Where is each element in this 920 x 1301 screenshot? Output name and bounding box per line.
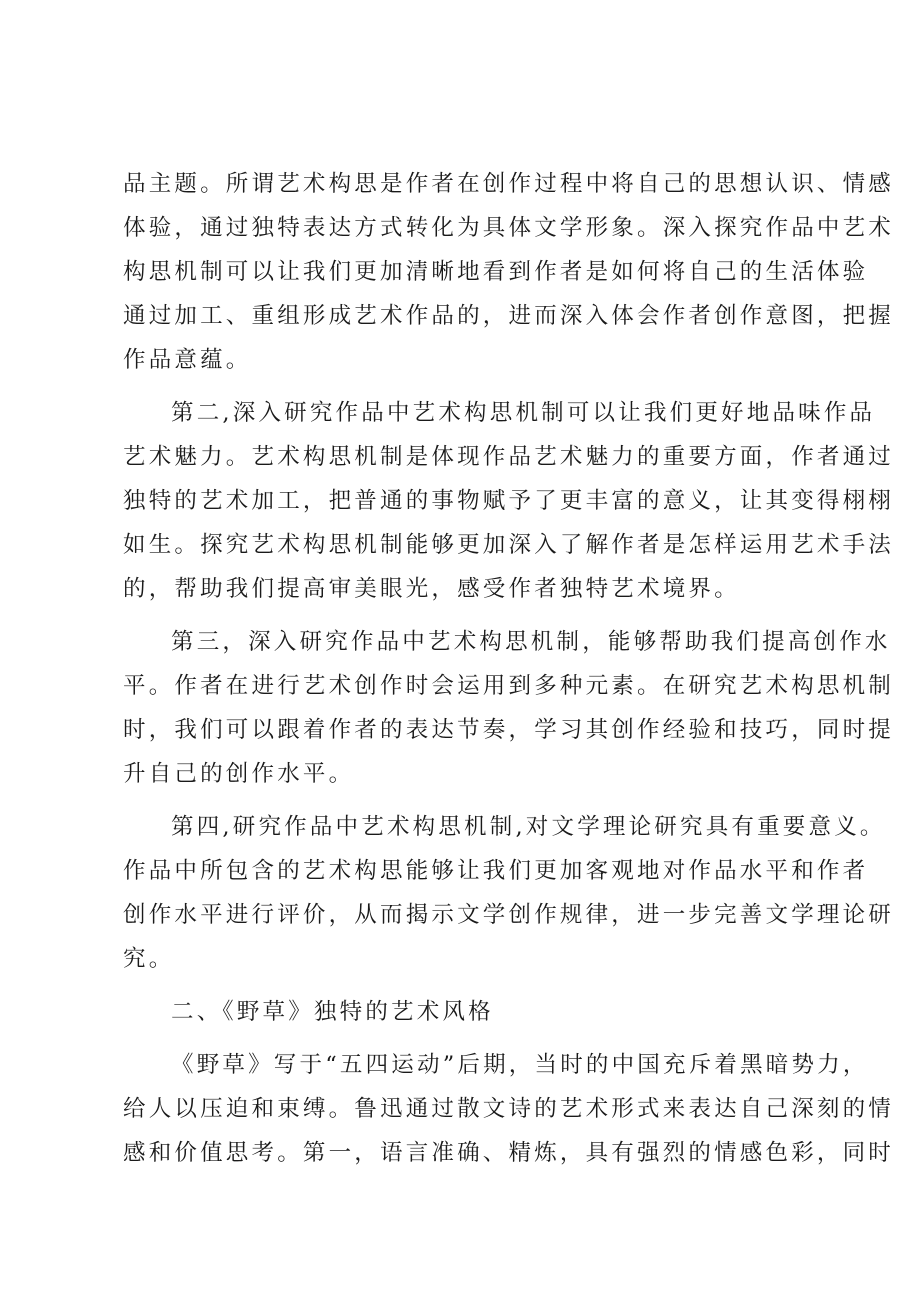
text-line: 感和价值思考。第一，语言准确、精炼，具有强烈的情感色彩，同时 [123,1140,895,1166]
text-line: 体验，通过独特表达方式转化为具体文学形象。深入探究作品中艺术 [123,215,895,241]
text-line: 第三，深入研究作品中艺术构思机制，能够帮助我们提高创作水 [171,629,891,655]
heading-text: 二、《野草》独特的艺术风格 [171,999,494,1025]
paragraph-gap [123,382,813,391]
body-text [123,162,895,1175]
text-line: 升自己的创作水平。 [123,761,355,787]
text-line: 通过加工、重组形成艺术作品的，进而深入体会作者创作意图，把握 [123,303,895,329]
text-line: 创作水平进行评价，从而揭示文学创作规律，进一步完善文学理论研 [123,902,895,928]
text-line: 独特的艺术加工，把普通的事物赋予了更丰富的意义，让其变得栩栩 [123,488,895,514]
text-line: 第四,研究作品中艺术构思机制,对文学理论研究具有重要意义。 [171,814,886,840]
paragraph-gap [123,611,813,620]
text-line: 品主题。所谓艺术构思是作者在创作过程中将自己的思想认识、情感 [123,171,895,197]
text-line: 作品意蕴。 [123,347,252,373]
section-heading [123,990,813,1034]
paragraph-yecao [123,1043,895,1175]
paragraph-third [123,620,895,796]
paragraph-second [123,391,895,611]
text-line: 给人以压迫和束缚。鲁迅通过散文诗的艺术形式来表达自己深刻的情 [123,1096,895,1122]
paragraph-gap [123,981,813,990]
text-line: 的，帮助我们提高审美眼光，感受作者独特艺术境界。 [123,576,740,602]
text-line: 构思机制可以让我们更加清晰地看到作者是如何将自己的生活体验 [123,259,869,285]
paragraph-continuation [123,162,895,382]
text-line: 究。 [123,946,175,972]
text-line: 《野草》写于“五四运动”后期，当时的中国充斥着黑暗势力， [171,1052,869,1078]
paragraph-gap [123,796,813,805]
text-line: 艺术魅力。艺术构思机制是体现作品艺术魅力的重要方面，作者通过 [123,444,895,470]
text-line: 平。作者在进行艺术创作时会运用到多种元素。在研究艺术构思机制 [123,673,895,699]
paragraph-fourth [123,805,895,981]
text-line: 作品中所包含的艺术构思能够让我们更加客观地对作品水平和作者 [123,858,869,884]
text-line: 如生。探究艺术构思机制能够更加深入了解作者是怎样运用艺术手法 [123,532,895,558]
text-line: 时，我们可以跟着作者的表达节奏，学习其创作经验和技巧，同时提 [123,717,895,743]
paragraph-gap [123,1034,813,1043]
text-line: 第二,深入研究作品中艺术构思机制可以让我们更好地品味作品 [171,400,876,426]
